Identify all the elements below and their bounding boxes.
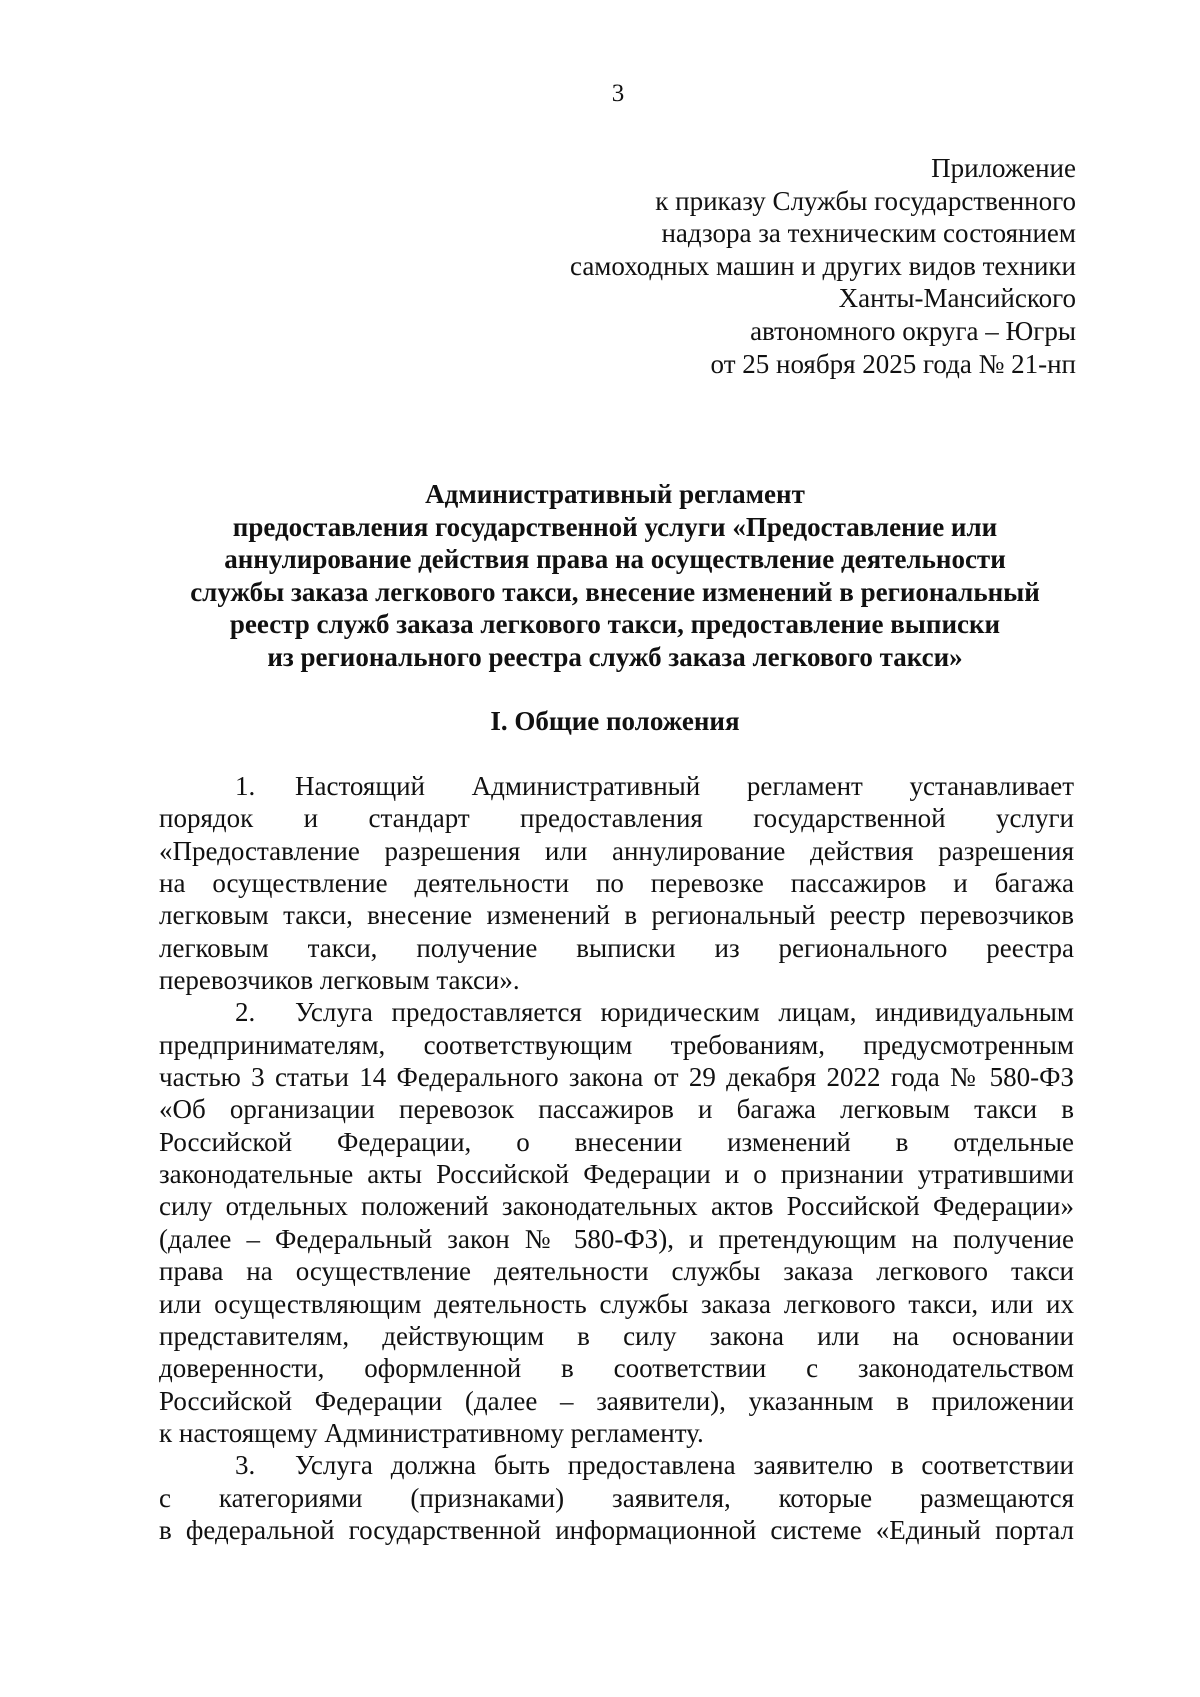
appendix-line: Приложение [931, 153, 1076, 183]
appendix-line: самоходных машин и других видов техники [570, 250, 1076, 281]
appendix-line: к приказу Службы государственного [655, 185, 1076, 216]
page-number: 3 [611, 80, 625, 107]
title-line: реестр служб заказа легкового такси, предоставление выписки [229, 609, 1001, 639]
paragraph-text: Услуга должна быть предоставлена заявителю в соответствии [295, 1450, 1074, 1481]
paragraph-2 [159, 996, 1074, 1449]
paragraph-line: права на осуществление деятельности службы заказа легкового такси [159, 1256, 1074, 1287]
appendix-block [376, 152, 1076, 380]
paragraph-line: перевозчиков легковым такси». [159, 965, 520, 996]
paragraph-1 [159, 770, 1074, 996]
paragraph-line: Российской Федерации, о внесении изменений в отдельные [159, 1126, 1074, 1157]
paragraph-first-line [159, 1449, 1074, 1481]
paragraph-line: Российской Федерации (далее – заявители), указанным в приложении [159, 1385, 1074, 1416]
paragraph-number: 1. [235, 771, 256, 801]
paragraph-line: в федеральной государственной информационной системе «Единый портал [159, 1514, 1074, 1545]
paragraph-text: Настоящий Административный регламент устанавливает [295, 771, 1074, 801]
appendix-line: надзора за техническим состоянием [661, 218, 1076, 249]
paragraph-first-line [159, 770, 1074, 802]
paragraph-line: на осуществление деятельности по перевозке пассажиров и багажа [159, 868, 1074, 899]
paragraph-line: «Предоставление разрешения или аннулирование действия разрешения [159, 835, 1074, 866]
title-line: службы заказа легкового такси, внесение изменений в региональный [190, 576, 1040, 607]
title-line: предоставления государственной услуги «Предоставление или [232, 511, 998, 542]
paragraph-line: порядок и стандарт предоставления государственной услуги [159, 803, 1074, 834]
appendix-line: Ханты-Мансийского [838, 283, 1076, 314]
body-text [159, 770, 1074, 1546]
paragraph-text: Услуга предоставляется юридическим лицам, индивидуальным [295, 997, 1074, 1028]
paragraph-line: с категориями (признаками) заявителя, которые размещаются [159, 1482, 1074, 1513]
paragraph-number: 3. [235, 1450, 256, 1481]
paragraph-line: частью 3 статьи 14 Федерального закона от 29 декабря 2022 года № 580-ФЗ [159, 1062, 1074, 1093]
paragraph-line: или осуществляющим деятельность службы заказа легкового такси, или их [159, 1288, 1074, 1319]
paragraph-number: 2. [235, 997, 256, 1028]
paragraph-line: доверенности, оформленной в соответствии с законодательством [159, 1353, 1074, 1384]
paragraph-line: предпринимателям, соответствующим требованиям, предусмотренным [159, 1029, 1074, 1060]
paragraph-3 [159, 1449, 1074, 1546]
paragraph-line: законодательные акты Российской Федерации и о признании утратившими [159, 1159, 1074, 1190]
paragraph-line: (далее – Федеральный закон № 580-ФЗ), и претендующим на получение [159, 1223, 1074, 1254]
title-line: аннулирование действия права на осуществление деятельности [224, 544, 1006, 574]
title-line: Административный регламент [425, 479, 805, 509]
paragraph-line: «Об организации перевозок пассажиров и багажа легковым такси в [159, 1094, 1074, 1125]
section-heading: I. Общие положения [490, 706, 740, 736]
appendix-line: автономного округа – Югры [750, 315, 1076, 346]
paragraph-line: к настоящему Административному регламенту. [159, 1417, 704, 1448]
paragraph-first-line [159, 996, 1074, 1028]
appendix-line: от 25 ноября 2025 года № 21-нп [710, 348, 1076, 379]
document-title [140, 478, 1090, 673]
title-line: из регионального реестра служб заказа легкового такси» [267, 641, 963, 672]
paragraph-line: легковым такси, получение выписки из регионального реестра [159, 932, 1074, 963]
paragraph-line: легковым такси, внесение изменений в региональный реестр перевозчиков [159, 900, 1074, 931]
paragraph-line: представителям, действующим в силу закона или на основании [159, 1320, 1074, 1351]
paragraph-line: силу отдельных положений законодательных актов Российской Федерации» [159, 1191, 1074, 1222]
